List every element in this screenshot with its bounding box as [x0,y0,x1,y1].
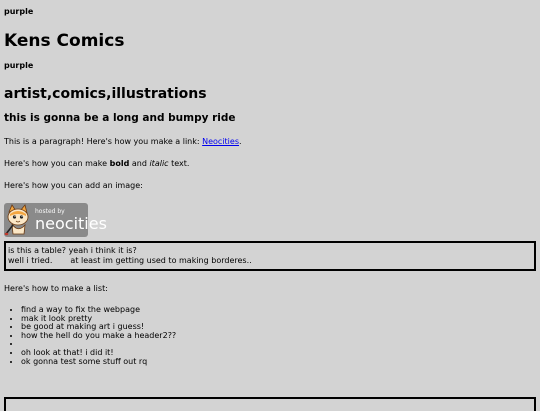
tagline: artist,comics,illustrations [4,86,207,102]
list-item: • how the hell do you make a header2?? [21,332,536,341]
list-item: • mak it look pretty [21,315,536,324]
and-text: and [129,159,150,168]
bordered-table-box [4,241,536,271]
list-item: • ok gonna test some stuff out rq [21,358,536,367]
badge-text [35,209,107,232]
table-line-2a: well i tried. [8,256,53,265]
sub-label: purple [4,61,34,70]
bold-intro-text: Here's how you can make [4,159,110,168]
neocities-cat-icon [4,203,34,237]
todo-list [4,306,536,366]
list-item: • oh look at that! i did it! [21,349,536,358]
neocities-link[interactable]: Neocities [202,137,239,146]
formatting-paragraph [4,159,536,169]
link-paragraph [4,137,536,147]
link-intro-text: This is a paragraph! Here's how you make a link: [4,137,203,146]
table-line-2 [8,256,532,266]
bold-word: bold [109,159,130,168]
list-item: • be good at making art i guess! [21,323,536,332]
page-title: Kens Comics [4,31,125,51]
list-item: • find a way to fix the webpage [21,306,536,315]
table-line-2b: at least im getting used to making borderes.. [70,256,252,265]
italic-word: italic [149,159,169,168]
text-end: text. [168,159,190,168]
subheading: this is gonna be a long and bumpy ride [4,112,236,124]
neocities-badge[interactable] [4,203,107,237]
list-intro: Here's how to make a list: [4,284,108,293]
top-label: purple [4,7,34,16]
image-paragraph: Here's how you can add an image: [4,181,143,190]
link-end-text: . [239,137,242,146]
bottom-bordered-box [4,397,536,411]
badge-hosted-text: hosted by [35,207,65,215]
badge-brand-text: neocities [35,213,107,233]
table-line-1: is this a table? yeah i think it is? [8,246,137,255]
